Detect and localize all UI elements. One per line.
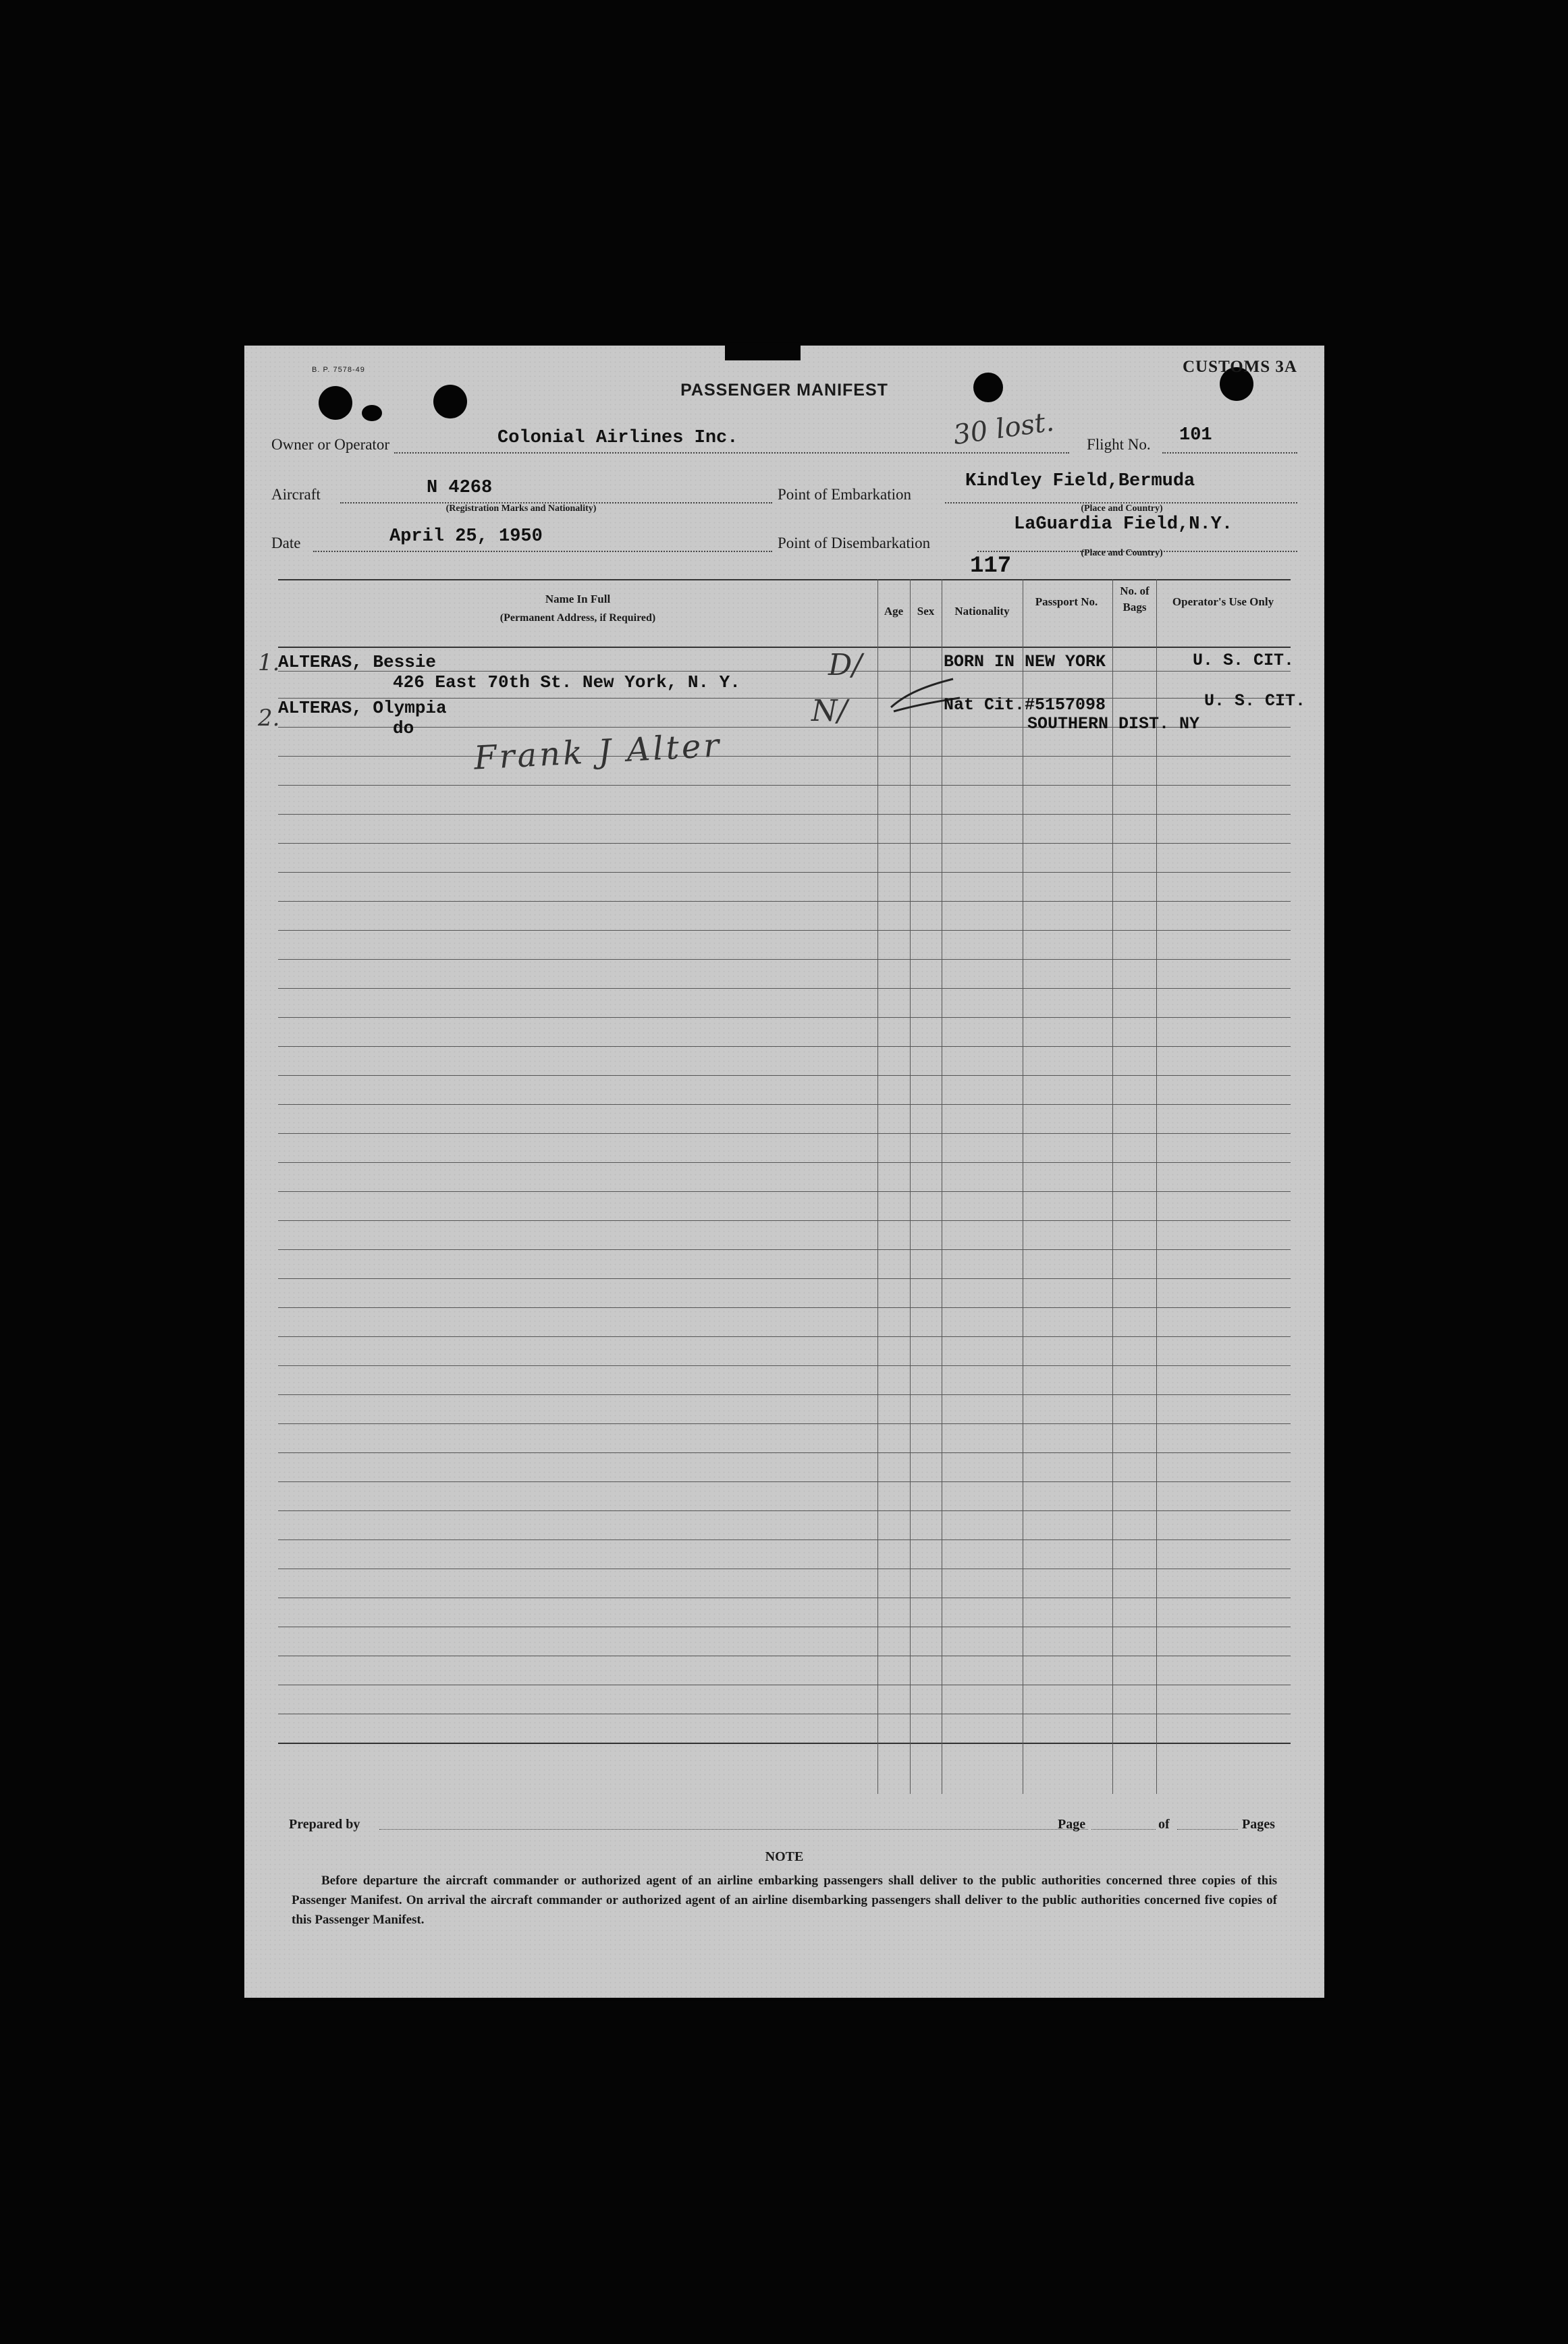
aircraft-label: Aircraft [271, 486, 321, 503]
handwritten-mark: D/ [828, 648, 863, 682]
table-row-rule [278, 1423, 1291, 1424]
table-row-rule [278, 785, 1291, 786]
handwritten-note-top: 30 lost. [951, 406, 1056, 452]
table-row-rule [278, 1394, 1291, 1395]
handwritten-mark: N/ [811, 694, 848, 728]
disembarkation-value: LaGuardia Field,N.Y. [1014, 514, 1233, 535]
date-label: Date [271, 535, 301, 551]
col-divider-age [877, 579, 878, 1794]
table-row-rule [278, 1481, 1291, 1482]
signature: Frank J Alter [472, 726, 723, 778]
form-code: B. P. 7578-49 [312, 366, 365, 374]
header-operator: Operator's Use Only [1172, 595, 1274, 608]
of-rule [1177, 1829, 1238, 1830]
note-title: NOTE [765, 1849, 804, 1864]
of-label: of [1158, 1817, 1170, 1832]
owner-label: Owner or Operator [271, 436, 389, 453]
aircraft-value: N 4268 [427, 478, 493, 498]
owner-rule [394, 452, 1069, 454]
table-row-rule [278, 814, 1291, 815]
header-sex: Sex [917, 605, 935, 618]
aircraft-note: (Registration Marks and Nationality) [445, 503, 597, 514]
row-number: 1. [258, 649, 280, 676]
col-divider-bags [1112, 579, 1113, 1794]
embarkation-value: Kindley Field,Bermuda [965, 471, 1195, 491]
header-nationality: Nationality [954, 605, 1010, 618]
table-row-rule [278, 843, 1291, 844]
passenger-table [258, 579, 1306, 1794]
table-row-rule [278, 901, 1291, 902]
table-row-rule [278, 988, 1291, 989]
table-row-rule [278, 959, 1291, 960]
passenger-name: ALTERAS, Olympia [278, 698, 447, 718]
flight-value: 101 [1179, 425, 1212, 445]
header-passport: Passport No. [1035, 595, 1098, 608]
header-bags: No. of Bags [1120, 584, 1150, 614]
table-top-rule [278, 579, 1291, 580]
table-row-rule [278, 1278, 1291, 1279]
nationality-value: BORN IN NEW YORK [944, 652, 1106, 672]
table-row-rule [278, 1249, 1291, 1250]
table-row-rule [278, 1191, 1291, 1192]
operator-status: U. S. CIT. [1193, 651, 1295, 670]
table-row-rule [278, 1539, 1291, 1540]
owner-value: Colonial Airlines Inc. [497, 428, 738, 448]
nationality-value-line2: SOUTHERN DIST. NY [1027, 714, 1200, 734]
passenger-name: ALTERAS, Bessie [278, 652, 437, 672]
flight-label: Flight No. [1087, 436, 1151, 453]
top-notch [725, 343, 801, 360]
table-row-rule [278, 872, 1291, 873]
page-rule [1091, 1829, 1156, 1830]
table-header-rule [278, 647, 1291, 648]
table-row-rule [278, 1336, 1291, 1337]
table-row-rule [278, 930, 1291, 931]
disembarkation-note: (Place and Country) [1081, 548, 1163, 558]
table-row-rule [278, 1510, 1291, 1511]
table-row-rule [278, 1307, 1291, 1308]
disembarkation-label: Point of Disembarkation [778, 535, 931, 551]
table-row-rule [278, 1017, 1291, 1018]
page-label: Page [1058, 1817, 1086, 1832]
table-row-rule [278, 1046, 1291, 1047]
flight-rule [1162, 452, 1297, 454]
table-row-rule [278, 756, 1291, 757]
operator-status: U. S. CIT. [1204, 691, 1306, 711]
stamp-number: 117 [970, 553, 1012, 579]
manifest-sheet [244, 346, 1324, 1998]
row-number: 2. [258, 705, 280, 732]
table-row-rule [278, 1365, 1291, 1366]
table-row-rule [278, 1104, 1291, 1105]
table-row-rule [278, 1452, 1291, 1453]
header-name-sub: (Permanent Address, if Required) [499, 612, 656, 624]
table-row-rule [278, 1075, 1291, 1076]
date-value: April 25, 1950 [389, 526, 543, 547]
page-title: PASSENGER MANIFEST [680, 381, 888, 400]
passenger-address: do [393, 718, 414, 738]
punch-hole-small [362, 405, 382, 421]
pages-label: Pages [1242, 1817, 1275, 1832]
col-divider-sex [910, 579, 911, 1794]
embarkation-label: Point of Embarkation [778, 486, 912, 503]
col-divider-operator [1156, 579, 1157, 1794]
date-rule [313, 551, 772, 552]
table-row-rule [278, 1220, 1291, 1221]
nationality-value: Nat Cit.#5157098 [944, 695, 1106, 715]
header-age: Age [884, 605, 904, 618]
note-text: Before departure the aircraft commander or authorized agent of an airline embarking passengers shall deliver to the public authorities concerned three copies of this Passenger Manifest. On arrival the aircraft commander or authorized agent of an airline disembarking passengers shall deliver to the public authorities concerned five copies of this Passenger Manifest. [292, 1874, 1277, 1927]
customs-form-label: CUSTOMS 3A [1183, 358, 1297, 376]
table-row-rule [278, 1162, 1291, 1163]
prepared-by-rule [379, 1829, 1088, 1830]
table-bottom-rule [278, 1743, 1291, 1744]
passenger-address: 426 East 70th St. New York, N. Y. [393, 672, 740, 692]
prepared-by-label: Prepared by [289, 1817, 360, 1832]
table-row-rule [278, 1133, 1291, 1134]
embarkation-note: (Place and Country) [1081, 503, 1163, 514]
header-name: Name In Full [545, 593, 611, 605]
